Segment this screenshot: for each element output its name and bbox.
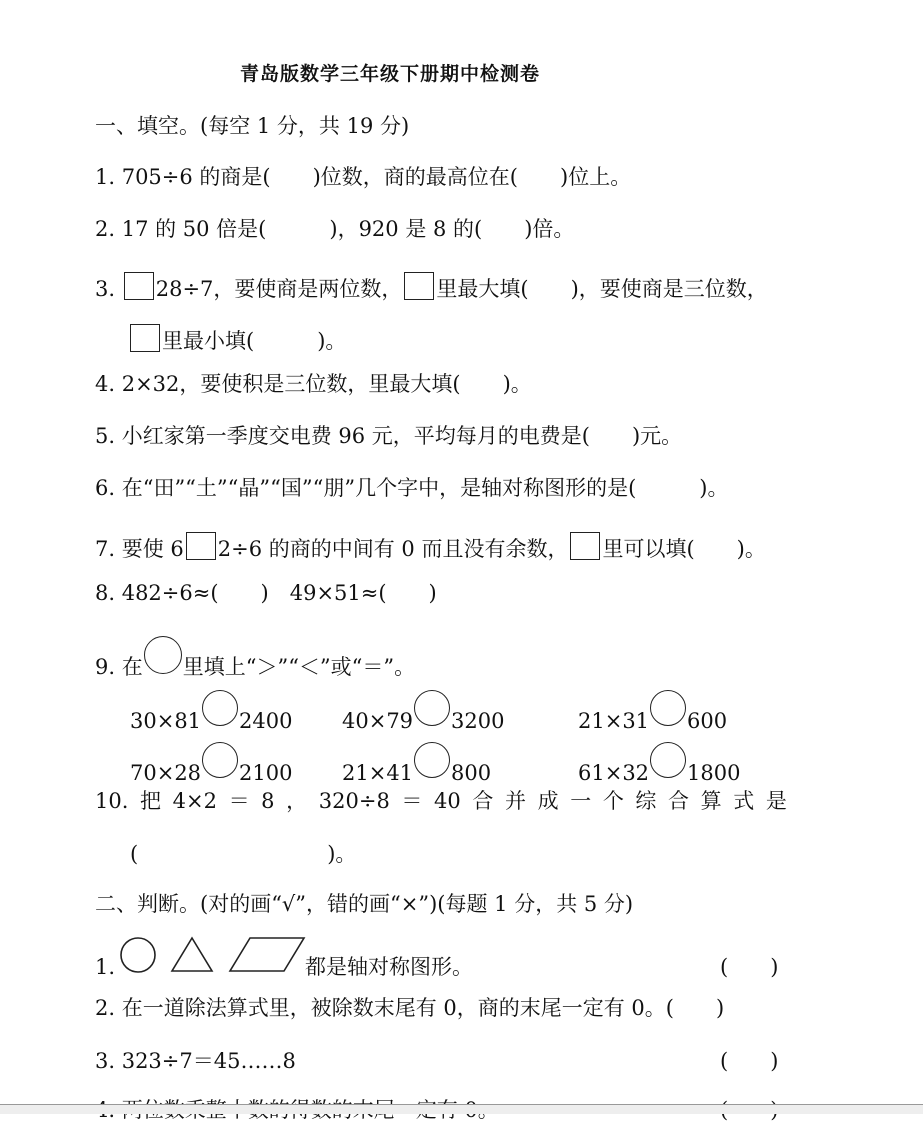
question-6: 6. 在“田”“土”“晶”“国”“朋”几个字中，是轴对称图形的是( )。 bbox=[95, 476, 729, 500]
compare-circle bbox=[650, 742, 686, 778]
judge-2 bbox=[95, 994, 724, 1022]
q9-value: 2400 bbox=[239, 709, 293, 733]
q10-token: 8 bbox=[261, 789, 275, 813]
question-5: 5. 小红家第一季度交电费 96 元，平均每月的电费是( )元。 bbox=[95, 424, 683, 448]
triangle-icon bbox=[169, 935, 215, 975]
blank-box bbox=[404, 272, 434, 300]
answer-paren: ( ) bbox=[720, 955, 779, 979]
q10-token: 40 bbox=[434, 789, 461, 813]
question-8: 8. 482÷6≈( ) 49×51≈( ) bbox=[95, 581, 437, 605]
q9-row-2-col-2 bbox=[342, 742, 491, 787]
q10-token: 4×2 bbox=[172, 789, 217, 813]
question-3-number: 3. bbox=[95, 277, 116, 301]
q9-row-1-col-1 bbox=[130, 690, 293, 735]
judge-2-text: 2. 在一道除法算式里，被除数末尾有 0，商的末尾一定有 0。 bbox=[95, 996, 666, 1020]
q10-token: 式 bbox=[733, 789, 755, 813]
question-3 bbox=[95, 272, 768, 303]
question-7-text-a: 7. 要使 6 bbox=[95, 537, 184, 561]
q10-token: 算 bbox=[700, 789, 722, 813]
section1-heading: 一、填空。(每空 1 分，共 19 分) bbox=[95, 114, 410, 138]
question-10-blank: ( )。 bbox=[130, 842, 357, 866]
question-1: 1. 705÷6 的商是( )位数，商的最高位在( )位上。 bbox=[95, 165, 632, 189]
q9-row-2-col-3 bbox=[578, 742, 741, 787]
q10-token: 成 bbox=[537, 789, 559, 813]
question-9-text-b: 里填上“＞”“＜”或“＝”。 bbox=[182, 655, 416, 679]
question-9 bbox=[95, 636, 415, 681]
judge-1 bbox=[95, 935, 795, 985]
q10-token: 个 bbox=[602, 789, 624, 813]
blank-box bbox=[186, 532, 216, 560]
q10-token: ＝ bbox=[228, 789, 250, 813]
blank-box bbox=[130, 324, 160, 352]
question-3-text-c: 里最小填( )。 bbox=[162, 329, 347, 353]
compare-circle bbox=[650, 690, 686, 726]
q10-token: 是 bbox=[765, 789, 787, 813]
q10-token: 一 bbox=[570, 789, 592, 813]
q9-row-1-col-3 bbox=[578, 690, 727, 735]
question-3-text-b: 里最大填( )，要使商是三位数， bbox=[436, 277, 768, 301]
question-9-text-a: 9. 在 bbox=[95, 655, 143, 679]
compare-circle bbox=[414, 690, 450, 726]
question-7-text-b: 2÷6 的商的中间有 0 而且没有余数， bbox=[217, 537, 569, 561]
q10-token: ＝ bbox=[401, 789, 423, 813]
page-title: 青岛版数学三年级下册期中检测卷 bbox=[240, 63, 541, 85]
judge-1-number: 1. bbox=[95, 955, 116, 979]
q10-token: 10. bbox=[95, 789, 129, 813]
q9-row-2-col-1 bbox=[130, 742, 293, 787]
judge-3-text: 3. 323÷7＝45……8 bbox=[95, 1049, 296, 1073]
compare-circle bbox=[144, 636, 182, 674]
q9-value: 800 bbox=[451, 761, 492, 785]
compare-circle bbox=[202, 742, 238, 778]
q10-token: 综 bbox=[635, 789, 657, 813]
q10-token: ， bbox=[286, 789, 308, 813]
q10-token: 把 bbox=[140, 789, 162, 813]
q9-value: 2100 bbox=[239, 761, 293, 785]
q9-expression: 21×41 bbox=[342, 761, 414, 785]
q10-token: 合 bbox=[668, 789, 690, 813]
q9-expression: 21×31 bbox=[578, 709, 650, 733]
q9-value: 3200 bbox=[451, 709, 505, 733]
section2-heading: 二、判断。(对的画“√”，错的画“×”)(每题 1 分，共 5 分) bbox=[95, 892, 634, 916]
q9-expression: 30×81 bbox=[130, 709, 202, 733]
q10-token: 合 bbox=[472, 789, 494, 813]
answer-paren: ( ) bbox=[720, 1049, 779, 1073]
answer-paren: ( ) bbox=[665, 996, 725, 1020]
question-3-text-a: 28÷7，要使商是两位数， bbox=[155, 277, 403, 301]
q9-value: 1800 bbox=[687, 761, 741, 785]
q9-expression: 61×32 bbox=[578, 761, 650, 785]
question-2: 2. 17 的 50 倍是( )，920 是 8 的( )倍。 bbox=[95, 217, 575, 241]
circle-icon bbox=[118, 935, 158, 975]
question-7 bbox=[95, 532, 766, 563]
q9-row-1-col-2 bbox=[342, 690, 505, 735]
q9-value: 600 bbox=[687, 709, 728, 733]
blank-box bbox=[570, 532, 600, 560]
compare-circle bbox=[414, 742, 450, 778]
judge-3 bbox=[95, 1047, 795, 1075]
q9-expression: 40×79 bbox=[342, 709, 414, 733]
parallelogram-icon bbox=[228, 935, 308, 975]
question-3-line2 bbox=[128, 324, 346, 355]
question-10 bbox=[95, 787, 787, 815]
q10-token: 并 bbox=[504, 789, 526, 813]
judge-1-text: 都是轴对称图形。 bbox=[305, 955, 473, 979]
q9-expression: 70×28 bbox=[130, 761, 202, 785]
question-7-text-c: 里可以填( )。 bbox=[602, 537, 766, 561]
blank-box bbox=[124, 272, 154, 300]
q10-token: 320÷8 bbox=[318, 789, 390, 813]
question-4: 4. 2×32，要使积是三位数，里最大填( )。 bbox=[95, 372, 532, 396]
compare-circle bbox=[202, 690, 238, 726]
